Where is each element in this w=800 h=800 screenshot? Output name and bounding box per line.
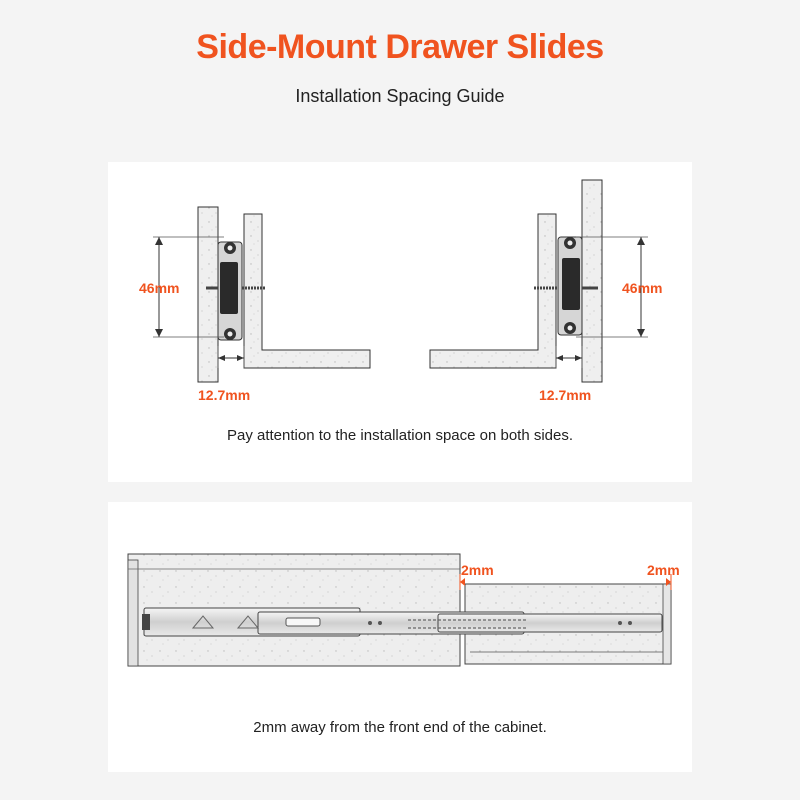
left-cabinet-side-board — [198, 207, 218, 382]
front-spacing-panel — [108, 502, 692, 772]
rail-end-bracket — [142, 614, 150, 630]
front-spacing-caption: 2mm away from the front end of the cabinet. — [253, 719, 547, 736]
left-height-arrow-up — [155, 237, 163, 245]
left-drawer-board — [244, 214, 370, 368]
drawer-front-panel — [663, 584, 671, 664]
right-drawer-board — [430, 214, 556, 368]
page-subtitle: Installation Spacing Guide — [295, 86, 505, 106]
front-gap-arrow — [460, 578, 465, 586]
right-height-arrow-up — [637, 237, 645, 245]
side-spacing-panel — [108, 162, 692, 482]
rear-gap-label: 2mm — [647, 562, 680, 578]
right-cabinet-side-board — [582, 180, 602, 382]
left-height-arrow-down — [155, 329, 163, 337]
left-cross-section — [153, 207, 370, 382]
rail-release-lever — [286, 618, 320, 626]
left-height-label: 46mm — [139, 280, 180, 296]
front-gap-label: 2mm — [461, 562, 494, 578]
left-gap-arrow-b — [237, 355, 244, 361]
cabinet-back-edge — [128, 560, 138, 666]
right-cross-section — [430, 180, 648, 382]
right-gap-arrow-b — [575, 355, 582, 361]
page-title: Side-Mount Drawer Slides — [196, 28, 604, 66]
side-spacing-caption: Pay attention to the installation space on both sides. — [226, 427, 574, 444]
right-height-arrow-down — [637, 329, 645, 337]
left-gap-arrow-a — [218, 355, 225, 361]
left-gap-label: 12.7mm — [198, 387, 251, 403]
right-gap-arrow-a — [556, 355, 563, 361]
right-gap-label: 12.7mm — [539, 387, 592, 403]
right-height-label: 46mm — [622, 280, 663, 296]
